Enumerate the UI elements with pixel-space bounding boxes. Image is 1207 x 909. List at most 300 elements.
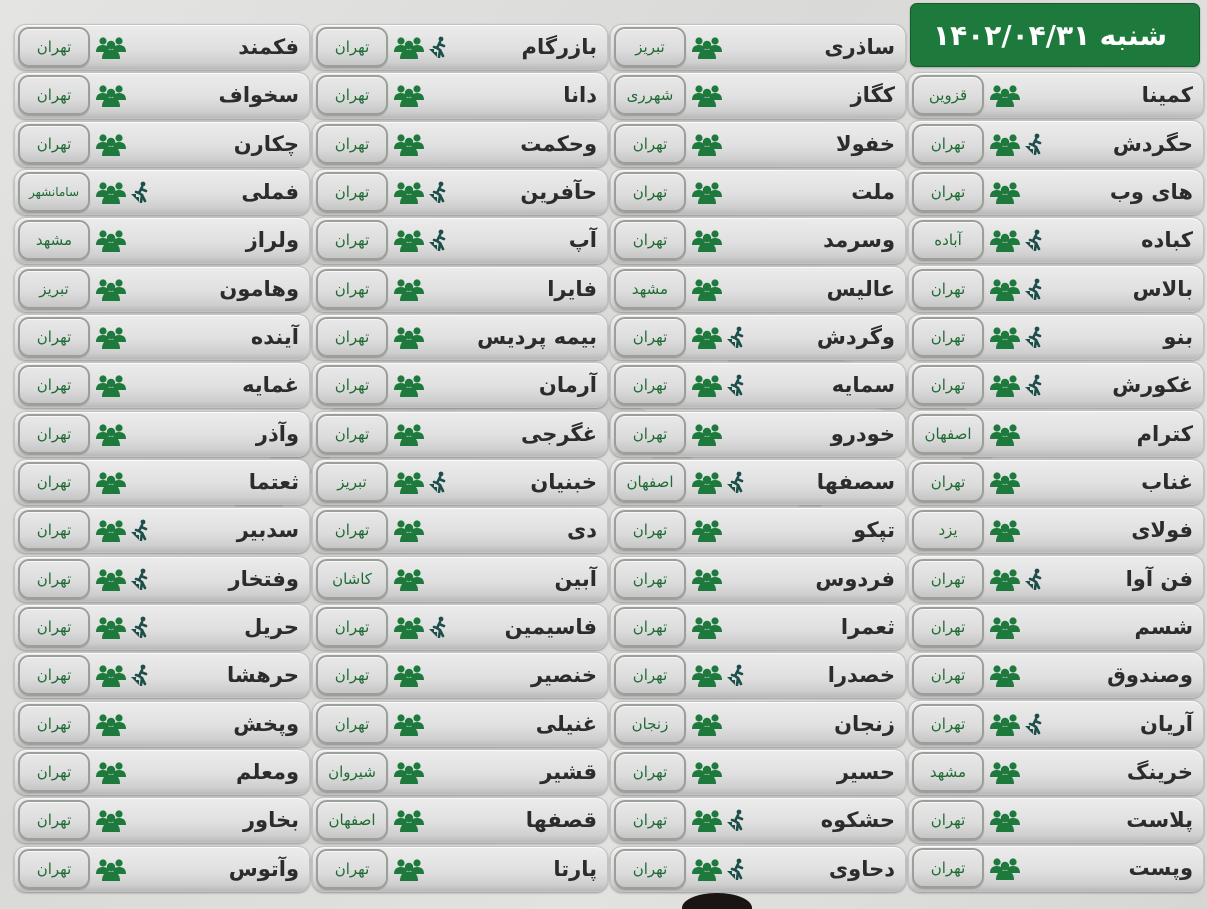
group-icon — [394, 518, 424, 542]
climber-icon — [428, 616, 448, 638]
symbol-row-3-14[interactable] — [312, 652, 608, 698]
climber-icon — [1024, 326, 1044, 348]
city-badge: قزوین — [912, 75, 984, 115]
symbol-row-3-6[interactable] — [312, 266, 608, 312]
symbol-row-1-11[interactable] — [908, 555, 1204, 601]
city-badge: تهران — [316, 220, 388, 260]
symbol-name: فکمند — [238, 35, 299, 60]
symbol-name: ثعمرا — [840, 615, 895, 640]
group-icon — [990, 325, 1020, 349]
city-badge: اصفهان — [316, 800, 388, 840]
symbol-name: وآذر — [255, 421, 299, 446]
group-icon — [990, 760, 1020, 784]
group-icon — [692, 132, 722, 156]
city-badge: تهران — [18, 704, 90, 744]
symbol-row-4-15[interactable] — [14, 701, 310, 747]
group-icon — [394, 35, 424, 59]
symbol-row-1-3[interactable] — [908, 169, 1204, 215]
symbol-name: فایرا — [547, 276, 597, 301]
city-badge: تهران — [316, 27, 388, 67]
symbol-row-4-10[interactable] — [14, 459, 310, 505]
city-badge: تهران — [912, 124, 984, 164]
city-badge: تهران — [614, 220, 686, 260]
symbol-name: وآتوس — [228, 856, 299, 881]
symbol-row-3-10[interactable] — [312, 459, 608, 505]
symbol-name: بنو — [1163, 324, 1193, 349]
symbol-row-3-8[interactable] — [312, 362, 608, 408]
symbol-row-4-17[interactable] — [14, 797, 310, 843]
group-icon — [990, 567, 1020, 591]
city-badge: تهران — [912, 269, 984, 309]
symbol-row-3-7[interactable] — [312, 314, 608, 360]
symbol-name: وگردش — [816, 325, 895, 350]
group-icon — [394, 228, 424, 252]
climber-icon — [130, 181, 150, 203]
symbol-row-1-10[interactable] — [908, 507, 1204, 553]
symbol-row-3-1[interactable] — [312, 24, 608, 70]
symbol-row-3-17[interactable] — [312, 797, 608, 843]
city-badge: تهران — [316, 414, 388, 454]
group-icon — [96, 325, 126, 349]
symbol-row-4-1[interactable] — [14, 24, 310, 70]
symbol-row-2-2[interactable] — [610, 72, 906, 118]
symbol-name: سصفها — [816, 470, 895, 495]
symbol-row-4-11[interactable] — [14, 507, 310, 553]
symbol-row-3-12[interactable] — [312, 556, 608, 602]
symbol-row-4-13[interactable] — [14, 604, 310, 650]
city-badge: تهران — [912, 172, 984, 212]
city-badge: اصفهان — [912, 414, 984, 454]
group-icon — [692, 180, 722, 204]
symbol-name: حشکوه — [820, 808, 895, 833]
symbol-name: حرهشا — [226, 663, 299, 688]
date-header — [910, 3, 1200, 67]
group-icon — [96, 567, 126, 591]
symbol-row-2-10[interactable] — [610, 459, 906, 505]
group-icon — [96, 857, 126, 881]
symbol-row-2-16[interactable] — [610, 749, 906, 795]
group-icon — [990, 132, 1020, 156]
symbol-row-3-15[interactable] — [312, 701, 608, 747]
city-badge: تبریز — [18, 269, 90, 309]
symbol-row-3-4[interactable] — [312, 169, 608, 215]
symbol-name: خودرو — [830, 421, 895, 446]
symbol-row-2-7[interactable] — [610, 314, 906, 360]
city-badge: تهران — [18, 752, 90, 792]
city-badge: تهران — [614, 365, 686, 405]
symbol-name: وحکمت — [520, 131, 597, 156]
climber-icon — [1024, 568, 1044, 590]
symbol-row-2-6[interactable] — [610, 266, 906, 312]
group-icon — [394, 663, 424, 687]
group-icon — [692, 663, 722, 687]
symbol-row-2-13[interactable] — [610, 604, 906, 650]
symbol-row-2-8[interactable] — [610, 362, 906, 408]
city-badge: تهران — [614, 172, 686, 212]
city-badge: تهران — [912, 559, 984, 599]
group-icon — [990, 277, 1020, 301]
symbol-row-2-17[interactable] — [610, 797, 906, 843]
symbol-name: وهامون — [219, 276, 299, 301]
city-badge: مشهد — [912, 752, 984, 792]
symbol-name: تپکو — [853, 518, 895, 543]
symbol-name: فاسیمین — [504, 615, 597, 640]
symbol-row-3-2[interactable] — [312, 72, 608, 118]
symbol-row-4-2[interactable] — [14, 72, 310, 118]
group-icon — [692, 83, 722, 107]
symbol-name: کباده — [1141, 228, 1193, 253]
symbol-name: دحاوی — [828, 856, 895, 881]
city-badge: تهران — [18, 849, 90, 889]
climber-icon — [1024, 229, 1044, 251]
group-icon — [990, 615, 1020, 639]
symbol-row-4-18[interactable] — [14, 846, 310, 892]
climber-icon — [1024, 278, 1044, 300]
group-icon — [96, 518, 126, 542]
group-icon — [990, 180, 1020, 204]
symbol-name: ثعتما — [248, 470, 299, 495]
city-badge: تهران — [614, 607, 686, 647]
city-badge: تهران — [316, 704, 388, 744]
group-icon — [394, 615, 424, 639]
city-badge: تهران — [316, 849, 388, 889]
symbol-row-2-11[interactable] — [610, 507, 906, 553]
symbol-row-4-7[interactable] — [14, 314, 310, 360]
group-icon — [96, 35, 126, 59]
symbol-row-4-6[interactable] — [14, 266, 310, 312]
symbol-name: سخواف — [218, 83, 299, 108]
symbol-name: حآفرین — [520, 180, 597, 205]
group-icon — [96, 373, 126, 397]
city-badge: تهران — [18, 27, 90, 67]
climber-icon — [130, 519, 150, 541]
city-badge: تهران — [18, 800, 90, 840]
symbol-name: بخاور — [242, 808, 299, 833]
city-badge: تهران — [912, 848, 984, 888]
group-icon — [394, 277, 424, 301]
group-icon — [692, 325, 722, 349]
group-icon — [990, 83, 1020, 107]
symbol-row-2-1[interactable] — [610, 24, 906, 70]
symbol-name: غکورش — [1112, 373, 1193, 398]
group-icon — [990, 856, 1020, 880]
symbol-row-1-13[interactable] — [908, 652, 1204, 698]
climber-icon — [130, 664, 150, 686]
symbol-row-1-9[interactable] — [908, 459, 1204, 505]
symbol-name: بالاس — [1132, 276, 1193, 301]
climber-icon — [1024, 713, 1044, 735]
symbol-name: کگاز — [850, 83, 895, 108]
group-icon — [990, 228, 1020, 252]
symbol-name: آینده — [250, 325, 299, 350]
symbol-name: خرینگ — [1126, 759, 1193, 784]
group-icon — [96, 228, 126, 252]
city-badge: تهران — [18, 607, 90, 647]
symbol-name: دانا — [563, 83, 597, 108]
group-icon — [96, 615, 126, 639]
city-badge: تهران — [614, 849, 686, 889]
symbol-row-4-14[interactable] — [14, 652, 310, 698]
group-icon — [692, 712, 722, 736]
group-icon — [394, 712, 424, 736]
city-badge: تبریز — [614, 27, 686, 67]
city-badge: زنجان — [614, 704, 686, 744]
group-icon — [394, 132, 424, 156]
symbol-name: پارتا — [553, 856, 597, 881]
symbol-name: وفتخار — [228, 566, 299, 591]
symbol-row-4-3[interactable] — [14, 121, 310, 167]
city-badge: کاشان — [316, 559, 388, 599]
city-badge: تهران — [912, 655, 984, 695]
symbol-name: وپخش — [233, 711, 299, 736]
group-icon — [692, 35, 722, 59]
group-icon — [96, 83, 126, 107]
symbol-row-3-5[interactable] — [312, 217, 608, 263]
city-badge: تهران — [614, 414, 686, 454]
group-icon — [394, 422, 424, 446]
column-3 — [312, 0, 608, 909]
group-icon — [692, 422, 722, 446]
group-icon — [692, 228, 722, 252]
symbol-name: حسیر — [836, 760, 895, 785]
symbol-row-3-18[interactable] — [312, 846, 608, 892]
symbol-grid — [4, 0, 1204, 909]
climber-icon — [428, 36, 448, 58]
symbol-name: های وب — [1109, 179, 1193, 204]
group-icon — [990, 518, 1020, 542]
city-badge: تهران — [316, 365, 388, 405]
city-badge: تهران — [614, 655, 686, 695]
symbol-name: فردوس — [815, 566, 895, 591]
group-icon — [96, 712, 126, 736]
symbol-row-1-6[interactable] — [908, 314, 1204, 360]
symbol-row-1-5[interactable] — [908, 265, 1204, 311]
symbol-row-4-9[interactable] — [14, 411, 310, 457]
city-badge: اصفهان — [614, 462, 686, 502]
group-icon — [990, 808, 1020, 832]
group-icon — [394, 180, 424, 204]
city-badge: تهران — [316, 124, 388, 164]
city-badge: تهران — [912, 462, 984, 502]
city-badge: تهران — [316, 655, 388, 695]
city-badge: شیروان — [316, 752, 388, 792]
city-badge: تهران — [18, 414, 90, 454]
symbol-row-3-3[interactable] — [312, 121, 608, 167]
group-icon — [692, 615, 722, 639]
city-badge: سامانشهر — [18, 172, 90, 212]
group-icon — [96, 760, 126, 784]
symbol-name: غمایه — [242, 373, 299, 398]
city-badge: تبریز — [316, 462, 388, 502]
column-2 — [610, 0, 906, 909]
city-badge: تهران — [18, 559, 90, 599]
city-badge: تهران — [18, 124, 90, 164]
group-icon — [96, 132, 126, 156]
city-badge: تهران — [912, 800, 984, 840]
city-badge: تهران — [18, 365, 90, 405]
symbol-name: چکارن — [233, 131, 299, 156]
symbol-row-4-5[interactable] — [14, 217, 310, 263]
symbol-name: بازرگام — [521, 35, 597, 60]
symbol-name: پلاست — [1126, 808, 1193, 833]
city-badge: تهران — [316, 269, 388, 309]
climber-icon — [130, 568, 150, 590]
symbol-row-1-15[interactable] — [908, 749, 1204, 795]
symbol-name: آرمان — [538, 373, 597, 398]
city-badge: تهران — [912, 365, 984, 405]
symbol-name: آریان — [1140, 711, 1193, 736]
climber-icon — [726, 326, 746, 348]
symbol-row-4-4[interactable] — [14, 169, 310, 215]
city-badge: مشهد — [614, 269, 686, 309]
symbol-row-2-14[interactable] — [610, 652, 906, 698]
day-label: شنبه — [1099, 18, 1167, 52]
symbol-name: ملت — [851, 180, 895, 205]
city-badge: تهران — [614, 317, 686, 357]
symbol-name: ومعلم — [236, 760, 299, 785]
symbol-row-1-16[interactable] — [908, 797, 1204, 843]
symbol-row-4-16[interactable] — [14, 749, 310, 795]
symbol-row-3-9[interactable] — [312, 411, 608, 457]
climber-icon — [726, 858, 746, 880]
symbol-name: سمایه — [831, 373, 895, 398]
symbol-row-4-8[interactable] — [14, 362, 310, 408]
symbol-name: آبین — [554, 566, 597, 591]
climber-icon — [428, 471, 448, 493]
city-badge: تهران — [18, 655, 90, 695]
symbol-name: قشیر — [540, 760, 597, 785]
group-icon — [96, 470, 126, 494]
city-badge: تهران — [912, 607, 984, 647]
city-badge: تهران — [614, 124, 686, 164]
group-icon — [394, 567, 424, 591]
climber-icon — [726, 664, 746, 686]
symbol-row-2-9[interactable] — [610, 411, 906, 457]
symbol-row-4-12[interactable] — [14, 556, 310, 602]
group-icon — [692, 470, 722, 494]
symbol-name: خصدرا — [827, 663, 895, 688]
city-badge: تهران — [18, 317, 90, 357]
symbol-row-1-4[interactable] — [908, 217, 1204, 263]
symbol-row-3-16[interactable] — [312, 749, 608, 795]
symbol-row-1-2[interactable] — [908, 120, 1204, 166]
column-1 — [908, 0, 1204, 909]
climber-icon — [428, 229, 448, 251]
group-icon — [96, 180, 126, 204]
group-icon — [990, 373, 1020, 397]
symbol-name: کترام — [1136, 421, 1193, 446]
group-icon — [394, 325, 424, 349]
city-badge: تهران — [316, 317, 388, 357]
group-icon — [990, 470, 1020, 494]
symbol-name: خنصیر — [530, 663, 597, 688]
city-badge: تهران — [316, 172, 388, 212]
symbol-name: وسرمد — [823, 228, 895, 253]
climber-icon — [726, 374, 746, 396]
city-badge: تهران — [316, 607, 388, 647]
symbol-row-1-17[interactable] — [908, 845, 1204, 891]
symbol-name: زنجان — [834, 711, 895, 736]
city-badge: یزد — [912, 510, 984, 550]
climber-icon — [1024, 374, 1044, 396]
symbol-row-1-12[interactable] — [908, 604, 1204, 650]
symbol-name: حگردش — [1112, 131, 1193, 156]
symbol-row-2-15[interactable] — [610, 701, 906, 747]
symbol-name: شسم — [1134, 614, 1193, 639]
group-icon — [692, 373, 722, 397]
group-icon — [692, 277, 722, 301]
symbol-name: عالیس — [826, 276, 895, 301]
group-icon — [394, 808, 424, 832]
group-icon — [394, 83, 424, 107]
climber-icon — [428, 181, 448, 203]
city-badge: تهران — [316, 75, 388, 115]
city-badge: تهران — [18, 510, 90, 550]
group-icon — [692, 518, 722, 542]
symbol-name: ولراز — [245, 228, 299, 253]
group-icon — [96, 663, 126, 687]
symbol-row-3-11[interactable] — [312, 507, 608, 553]
group-icon — [96, 808, 126, 832]
date-label: ۱۴۰۲/۰۴/۳۱ — [933, 18, 1091, 52]
symbol-row-1-7[interactable] — [908, 362, 1204, 408]
climber-icon — [726, 809, 746, 831]
symbol-name: خفولا — [835, 131, 895, 156]
symbol-name: آپ — [568, 228, 597, 253]
group-icon — [394, 857, 424, 881]
city-badge: تهران — [316, 510, 388, 550]
symbol-name: وصندوق — [1107, 663, 1193, 688]
city-badge: تهران — [614, 800, 686, 840]
symbol-name: غناب — [1141, 469, 1193, 494]
symbol-row-3-13[interactable] — [312, 604, 608, 650]
city-badge: تهران — [912, 317, 984, 357]
group-icon — [990, 712, 1020, 736]
symbol-row-1-8[interactable] — [908, 410, 1204, 456]
symbol-row-2-4[interactable] — [610, 169, 906, 215]
group-icon — [394, 373, 424, 397]
symbol-name: کمینا — [1141, 83, 1193, 108]
symbol-name: دی — [566, 518, 597, 543]
symbol-name: خبنیان — [530, 470, 597, 495]
city-badge: شهرری — [614, 75, 686, 115]
group-icon — [692, 808, 722, 832]
climber-icon — [130, 616, 150, 638]
symbol-name: حریل — [244, 615, 299, 640]
city-badge: تهران — [614, 559, 686, 599]
climber-icon — [1024, 133, 1044, 155]
symbol-row-2-3[interactable] — [610, 121, 906, 167]
group-icon — [692, 567, 722, 591]
symbol-name: قصفها — [525, 808, 597, 833]
group-icon — [692, 760, 722, 784]
symbol-row-1-14[interactable] — [908, 700, 1204, 746]
group-icon — [692, 857, 722, 881]
symbol-row-2-12[interactable] — [610, 556, 906, 602]
symbol-row-2-5[interactable] — [610, 217, 906, 263]
symbol-name: وپست — [1128, 856, 1193, 881]
symbol-name: غگرجی — [520, 421, 597, 446]
symbol-row-1-1[interactable] — [908, 72, 1204, 118]
city-badge: تهران — [18, 462, 90, 502]
group-icon — [990, 663, 1020, 687]
symbol-name: سدبیر — [236, 518, 299, 543]
symbol-row-2-18[interactable] — [610, 846, 906, 892]
city-badge: تهران — [912, 704, 984, 744]
group-icon — [96, 422, 126, 446]
group-icon — [394, 760, 424, 784]
city-badge: آباده — [912, 220, 984, 260]
